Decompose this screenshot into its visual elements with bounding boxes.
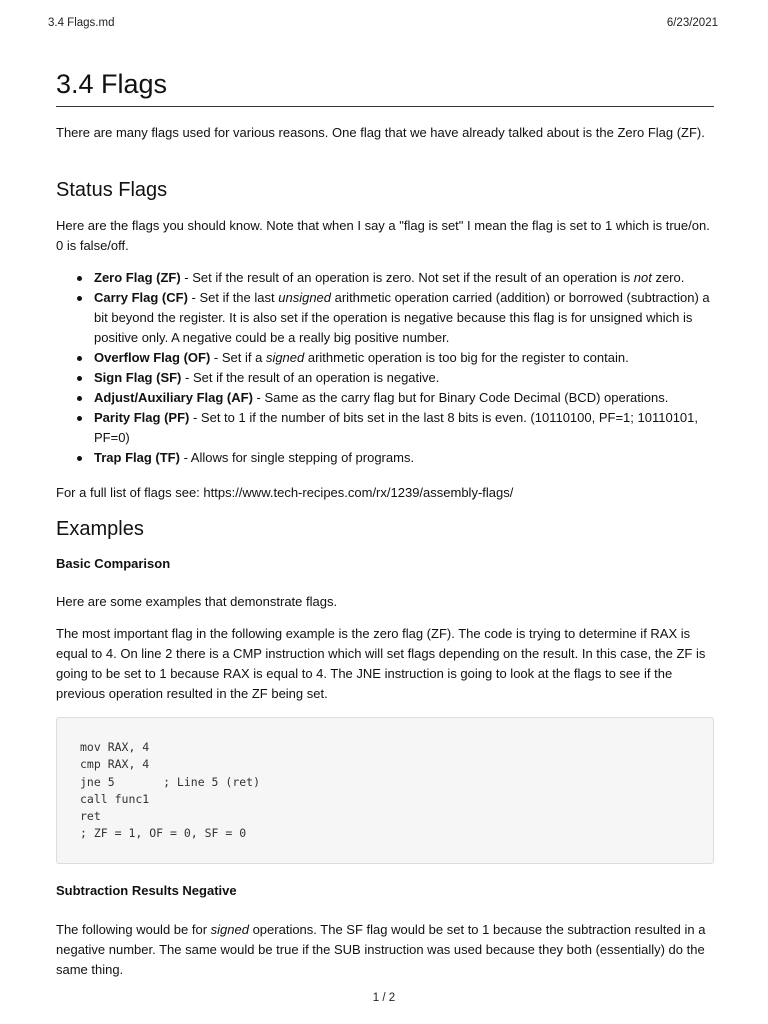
list-item: Overflow Flag (OF) - Set if a signed arithmetic operation is too big for the register to contain. (94, 348, 714, 368)
page-title: 3.4 Flags (56, 66, 714, 107)
code-text: mov RAX, 4 cmp RAX, 4 jne 5 ; Line 5 (ret) call func1 ret ; ZF = 1, OF = 0, SF = 0 (80, 740, 261, 841)
flags-list (56, 268, 714, 468)
status-flags-intro: Here are the flags you should know. Note that when I say a "flag is set" I mean the flag is set to 1 which is true/on. 0 is false/off. (56, 218, 710, 253)
subtraction-paragraph: The following would be for signed operations. The SF flag would be set to 1 because the subtraction resulted in a negative number. The same would be true if the SUB instruction was used because they both (essentially) do the same thing. (56, 922, 706, 977)
basic-comparison-explanation: The most important flag in the following example is the zero flag (ZF). The code is trying to determine if RAX is equal to 4. On line 2 there is a CMP instruction which will set flags depending on the result. In this case, the ZF is going to be set to 1 because RAX is equal to 4. The JNE instruction is going to look at the flags to see if the previous operation resulted in the ZF being set. (56, 626, 706, 701)
basic-comparison-intro: Here are some examples that demonstrate flags. (56, 594, 338, 609)
status-flags-heading: Status Flags (56, 179, 168, 201)
list-item: Trap Flag (TF) - Allows for single stepping of programs. (94, 448, 714, 468)
list-item: Parity Flag (PF) - Set to 1 if the number of bits set in the last 8 bits is even. (10110100, PF=1; 10110101, PF=0) (94, 408, 714, 448)
basic-comparison-heading: Basic Comparison (56, 556, 171, 571)
list-item: Zero Flag (ZF) - Set if the result of an operation is zero. Not set if the result of an operation is not zero. (94, 268, 714, 288)
print-header-filename: 3.4 Flags.md (48, 17, 115, 29)
subtraction-heading: Subtraction Results Negative (56, 883, 237, 898)
list-item: Adjust/Auxiliary Flag (AF) - Same as the carry flag but for Binary Code Decimal (BCD) operations. (94, 388, 714, 408)
full-list-paragraph: For a full list of flags see: https://www.tech-recipes.com/rx/1239/assembly-flags/ (56, 485, 514, 500)
code-block (56, 717, 714, 864)
intro-paragraph: There are many flags used for various reasons. One flag that we have already talked about is the Zero Flag (ZF). (56, 125, 705, 140)
page-number: 1 / 2 (372, 992, 396, 1004)
list-item: Carry Flag (CF) - Set if the last unsigned arithmetic operation carried (addition) or borrowed (subtraction) a bit beyond the register. It is also set if the operation is negative because this flag is for unsigned which is positive only. A negative could be a really big positive number. (94, 288, 714, 348)
examples-heading: Examples (56, 518, 144, 540)
print-header-date: 6/23/2021 (666, 17, 718, 29)
list-item: Sign Flag (SF) - Set if the result of an operation is negative. (94, 368, 714, 388)
